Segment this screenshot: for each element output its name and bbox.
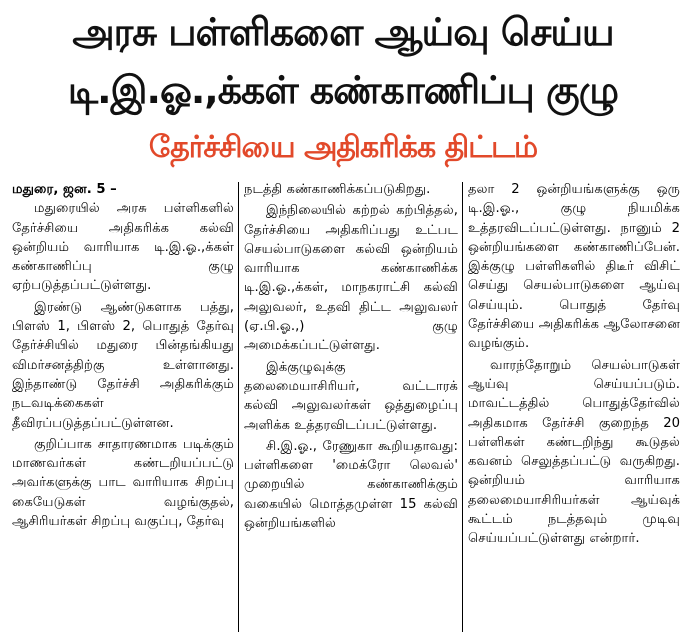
- article-column-2: [244, 180, 458, 635]
- paragraph: மதுரையில் அரசு பள்ளிகளில் தேர்ச்சியை அதிகரிக்க கல்வி ஒன்றியம் வாரியாக டி.இ.ஓ.,க்கள் கண்காணிப்பு குழு ஏற்படுத்தப்பட்டுள்ளது.: [12, 201, 234, 294]
- paragraph: குறிப்பாக சாதாரணமாக படிக்கும் மாணவர்கள் கண்டறியப்பட்டு அவர்களுக்கு பாட வாரியாக சிறப்பு கையேடுகள் வழங்குதல், ஆசிரியர்கள் சிறப்பு வகுப்பு, தேர்வு: [12, 436, 234, 530]
- paragraph: நடத்தி கண்காணிக்கப்படுகிறது.: [244, 182, 431, 197]
- article-column-1: [12, 180, 234, 635]
- headline-line-1: அரசு பள்ளிகளை ஆய்வு செய்ய: [72, 10, 614, 54]
- dateline: மதுரை, ஜன. 5 –: [12, 182, 117, 197]
- column-divider-2: [462, 182, 463, 632]
- paragraph: இரண்டு ஆண்டுகளாக பத்து, பிளஸ் 1, பிளஸ் 2, பொதுத் தேர்வு தேர்ச்சியில் மதுரை பின்தங்கியது விமர்சனத்திற்கு உள்ளானது. இந்தாண்டு தேர்ச்சி அதிகரிக்கும் நடவடிக்கைகள் தீவிரப்படுத்தப்பட்டுள்ளன.: [12, 299, 234, 431]
- paragraph: தலா 2 ஒன்றியங்களுக்கு ஒரு டி.இ.ஓ., குழு நியமிக்க உத்தரவிடப்பட்டுள்ளது. நானும் 2 ஒன்றியங்களை கண்காணிப்பேன். இக்குழு பள்ளிகளில் திடீர் விசிட் செய்து செயல்பாடுகளை ஆய்வு செய்யும். பொதுத் தேர்வு தேர்ச்சியை அதிகரிக்க ஆலோசனை வழங்கும்.: [468, 182, 680, 352]
- paragraph: சி.இ.ஓ., ரேணுகா கூறியதாவது: பள்ளிகளை 'மைக்ரோ லெவல்' முறையில் கண்காணிக்கும் வகையில் மொத்தமுள்ள 15 கல்வி ஒன்றியங்களில்: [244, 438, 458, 532]
- paragraph: வாரந்தோறும் செயல்பாடுகள் ஆய்வு செய்யப்படும். மாவட்டத்தில் பொதுத்தேர்வில் அதிகமாக தேர்ச்சி குறைந்த 20 பள்ளிகள் கண்டறிந்து கூடுதல் கவனம் செலுத்தப்பட்டு வருகிறது. ஒன்றியம் வாரியாக தலைமையாசிரியர்கள் ஆய்வுக் கூட்டம் நடத்தவும் முடிவு செய்யப்பட்டுள்ளது என்றார்.: [468, 357, 680, 547]
- headline-line-2: டி.இ.ஓ.,க்கள் கண்காணிப்பு குழு: [67, 68, 619, 112]
- paragraph: இந்நிலையில் கற்றல் கற்பித்தல், தேர்ச்சியை அதிகரிப்பது உட்பட செயல்பாடுகளை கல்வி ஒன்றியம் வாரியாக கண்காணிக்க டி.இ.ஓ.,க்கள், மாநகராட்சி கல்வி அலுவலர், உதவி திட்ட அலுவலர் (ஏ.பி.ஓ.,) குழு அமைக்கப்பட்டுள்ளது.: [244, 203, 458, 354]
- article-column-3: [468, 180, 680, 635]
- subheadline: தேர்ச்சியை அதிகரிக்க திட்டம்: [148, 130, 538, 165]
- paragraph: இக்குழுவுக்கு தலைமையாசிரியர், வட்டாரக் கல்வி அலுவலர்கள் ஒத்துழைப்பு அளிக்க உத்தரவிடப்பட்டுள்ளது.: [244, 359, 458, 433]
- column-divider-1: [238, 182, 239, 632]
